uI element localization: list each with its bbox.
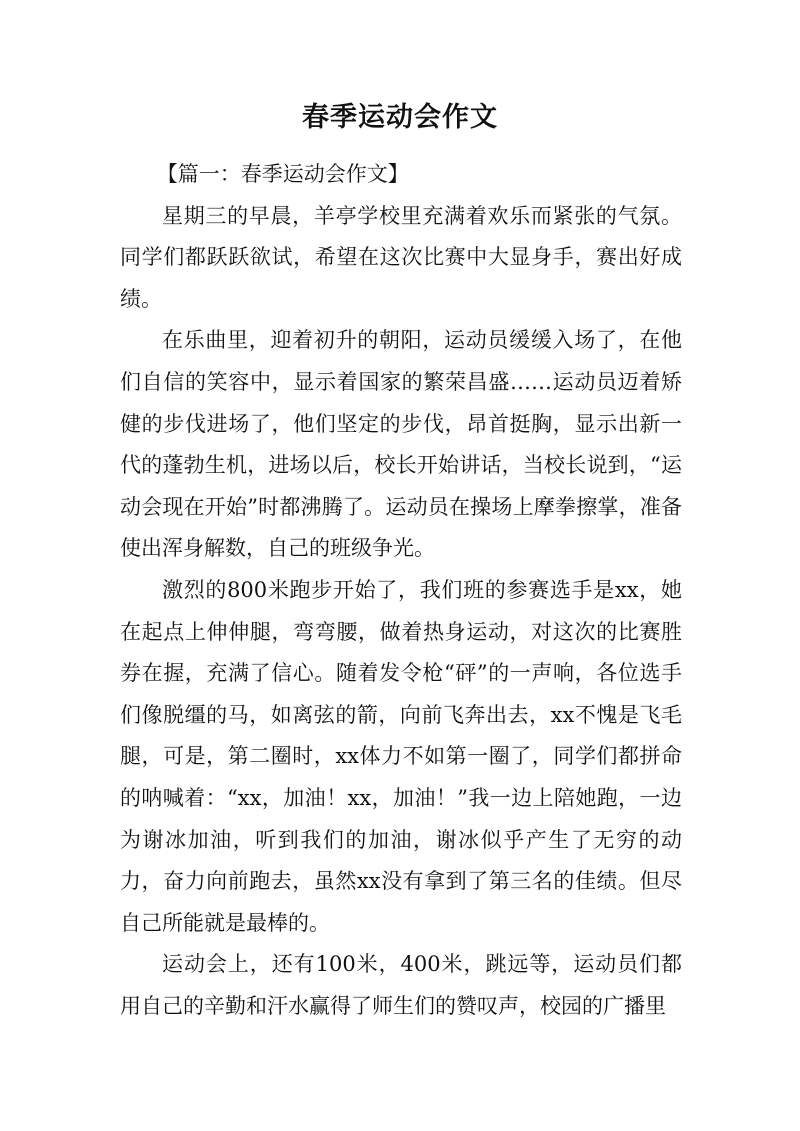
paragraph-2: 在乐曲里，迎着初升的朝阳，运动员缓缓入场了，在他们自信的笑容中，显示着国家的繁荣昌盛……运动员迈着矫健的步伐进场了，他们坚定的步伐，昂首挺胸，显示出新一代的蓬勃生机，进场以后，校长开始讲话，当校长说到，“运动会现在开始”时都沸腾了。运动员在操场上摩拳擦掌，准备使出浑身解数，自己的班级争光。 — [120, 328, 682, 561]
paragraph-4: 运动会上，还有100米，400米，跳远等，运动员们都用自己的辛勤和汗水赢得了师生们的赞叹声，校园的广播里 — [120, 952, 682, 1018]
article-body — [120, 154, 682, 1027]
paragraph-1: 星期三的早晨，羊亭学校里充满着欢乐而紧张的气氛。同学们都跃跃欲试，希望在这次比赛中大显身手，赛出好成绩。 — [120, 203, 682, 311]
section-heading: 【篇一：春季运动会作文】 — [156, 162, 409, 186]
paragraph-3: 激烈的800米跑步开始了，我们班的参赛选手是xx，她在起点上伸伸腿，弯弯腰，做着热身运动，对这次的比赛胜券在握，充满了信心。随着发令枪“砰”的一声响，各位选手们像脱缰的马，如离弦的箭，向前飞奔出去，xx不愧是飞毛腿，可是，第二圈时，xx体力不如第一圈了，同学们都拼命的呐喊着：“xx，加油！xx，加油！”我一边上陪她跑，一边为谢冰加油，听到我们的加油，谢冰似乎产生了无穷的动力，奋力向前跑去，虽然xx没有拿到了第三名的佳绩。但尽自己所能就是最棒的。 — [120, 577, 682, 935]
page-title: 春季运动会作文 — [302, 102, 498, 133]
